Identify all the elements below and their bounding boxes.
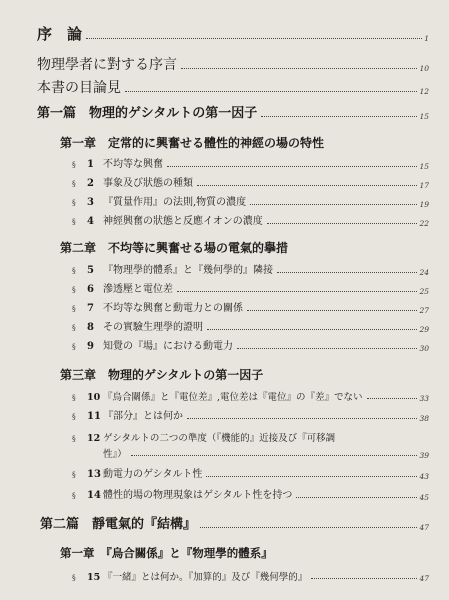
section-mark: § — [72, 323, 76, 332]
section-mark: § — [72, 392, 76, 402]
section-title: 知覺の『場』における動電力 — [103, 341, 233, 352]
section-mark: § — [72, 470, 76, 479]
section-number: 6 — [87, 284, 94, 295]
chapter-2-title: 第二章 不均等に興奮せる場の電氣的擧措 — [60, 241, 289, 255]
page-number: 33 — [419, 393, 429, 403]
section-number: 2 — [87, 178, 94, 189]
section-number: 14 — [87, 490, 101, 501]
page-number: 15 — [419, 111, 429, 121]
section-number: 4 — [87, 216, 94, 227]
page-number: 1 — [424, 33, 429, 43]
dot-leader — [125, 91, 417, 92]
page-number: 29 — [419, 324, 429, 334]
section-title: ゲシタルトの二つの準度（『機能的』近接及び『可移調 — [103, 432, 336, 444]
page-number: 45 — [419, 492, 429, 502]
section-title: その實驗生理學的證明 — [103, 322, 203, 333]
chapter-2-heading — [60, 240, 429, 254]
toc-entry-continuation — [103, 447, 429, 459]
section-mark: § — [72, 198, 76, 207]
dot-leader — [197, 185, 417, 186]
dot-leader — [367, 398, 418, 399]
preface-title: 序 論 — [37, 25, 83, 43]
page-number: 39 — [419, 450, 429, 460]
part-1-heading — [37, 104, 429, 120]
section-title: 不均等な興奮と動電力との關係 — [103, 303, 243, 314]
page-number: 38 — [419, 413, 429, 423]
page-number: 25 — [419, 286, 429, 296]
page-number: 17 — [419, 180, 429, 190]
section-number: 7 — [87, 303, 94, 314]
toc-entry — [72, 489, 429, 501]
toc-entry — [72, 196, 429, 208]
part-1-title: 第一篇 物理的ゲシタルトの第一因子 — [37, 106, 258, 121]
page-number: 47 — [419, 573, 429, 583]
toc-entry — [72, 158, 429, 170]
page-number: 22 — [419, 218, 429, 228]
page-number: 24 — [419, 267, 429, 277]
dot-leader — [187, 418, 417, 419]
toc-entry — [72, 264, 429, 276]
section-title: 『烏合關係』と『電位差』,電位差は『電位』の『差』でない — [103, 391, 363, 403]
section-title: 『部分』とは何か — [103, 411, 183, 422]
toc-foreword — [37, 56, 429, 72]
dot-leader — [267, 223, 418, 224]
section-title: 體性的場の物理現象はゲシタルト性を持つ — [103, 490, 293, 501]
section-mark: § — [72, 433, 76, 443]
section-mark: § — [72, 179, 76, 188]
section-mark: § — [72, 160, 76, 169]
section-number: 8 — [87, 322, 94, 333]
section-number: 11 — [87, 411, 101, 422]
chapter-3-heading — [60, 367, 429, 381]
section-number: 5 — [87, 265, 94, 276]
section-mark: § — [72, 217, 76, 226]
section-number: 13 — [87, 469, 101, 480]
section-title: 事象及び狀態の種類 — [103, 178, 193, 189]
section-number: 10 — [87, 391, 101, 403]
dot-leader — [131, 455, 418, 456]
page-number: 47 — [419, 522, 429, 532]
dot-leader — [250, 204, 417, 205]
part-2-chapter-1-heading — [60, 545, 429, 559]
section-title: 動電力のゲシタルト性 — [103, 469, 203, 480]
dot-leader — [207, 329, 417, 330]
dot-leader — [311, 578, 417, 579]
dot-leader — [167, 166, 417, 167]
section-mark: § — [72, 491, 76, 500]
chapter-1-heading — [60, 135, 429, 149]
toc-entry — [72, 431, 429, 443]
toc-entry — [72, 340, 429, 352]
page-number: 27 — [419, 305, 429, 315]
part-2-chapter-1-title: 第一章 『烏合關係』と『物理學的體系』 — [60, 545, 273, 560]
section-title: 不均等な興奮 — [103, 159, 163, 170]
page-number: 10 — [419, 63, 429, 73]
page-number: 12 — [419, 86, 429, 96]
contents-overview-title: 本書の目論見 — [37, 80, 121, 96]
toc-contents-overview — [37, 79, 429, 95]
toc-entry — [72, 390, 429, 402]
part-2-heading — [40, 515, 429, 531]
dot-leader — [181, 68, 417, 69]
section-number: 12 — [87, 432, 101, 444]
section-title: 『一緒』とは何か。『加算的』及び『幾何學的』 — [103, 571, 308, 583]
page-number: 30 — [419, 343, 429, 353]
toc-entry — [72, 468, 429, 480]
section-mark: § — [72, 412, 76, 421]
chapter-3-title: 第三章 物理的ゲシタルトの第一因子 — [60, 368, 264, 382]
toc-entry — [72, 570, 429, 582]
section-mark: § — [72, 342, 76, 351]
toc-entry — [72, 302, 429, 314]
page-number: 15 — [419, 161, 429, 171]
foreword-title: 物理學者に對する序言 — [37, 57, 177, 73]
section-number: 3 — [87, 197, 94, 208]
section-title: 『質量作用』の法則,物質の濃度 — [103, 197, 247, 208]
dot-leader — [277, 272, 417, 273]
section-mark: § — [72, 266, 76, 275]
toc-preface — [37, 26, 429, 42]
dot-leader — [200, 527, 417, 528]
part-2-title: 第二篇 靜電氣的『結構』 — [40, 517, 197, 532]
dot-leader — [247, 310, 417, 311]
section-mark: § — [72, 285, 76, 294]
dot-leader — [261, 116, 417, 117]
section-mark: § — [72, 572, 76, 582]
dot-leader — [86, 38, 422, 39]
toc-entry — [72, 321, 429, 333]
section-number: 1 — [87, 159, 94, 170]
toc-entry — [72, 283, 429, 295]
dot-leader — [296, 497, 417, 498]
section-number: 9 — [87, 341, 94, 352]
section-title-continued: 性』） — [103, 448, 127, 460]
page-number: 19 — [419, 199, 429, 209]
dot-leader — [237, 348, 417, 349]
dot-leader — [177, 291, 417, 292]
toc-entry — [72, 177, 429, 189]
page-number: 43 — [419, 471, 429, 481]
section-mark: § — [72, 304, 76, 313]
toc-entry — [72, 215, 429, 227]
chapter-1-title: 第一章 定常的に興奮せる體性的神經の場の特性 — [60, 136, 325, 150]
section-title: 神經興奮の狀態と反應イオンの濃度 — [103, 216, 263, 227]
toc-entry — [72, 410, 429, 422]
section-title: 滲透壓と電位差 — [103, 284, 173, 295]
section-title: 『物理學的體系』と『幾何學的』隣接 — [103, 265, 273, 276]
section-number: 15 — [87, 571, 101, 583]
dot-leader — [206, 476, 417, 477]
